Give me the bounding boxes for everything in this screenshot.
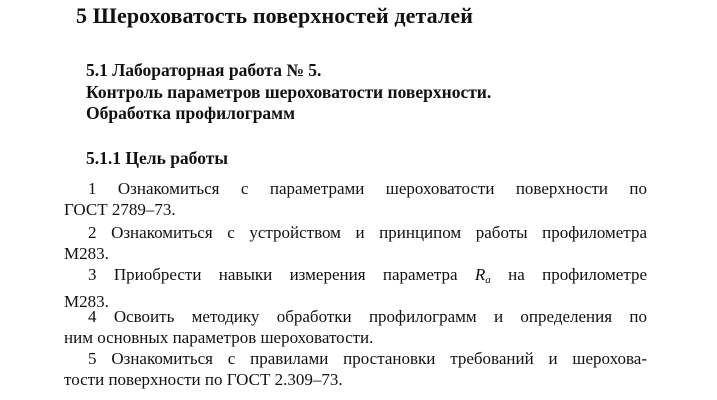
goal-item-5 <box>64 348 647 390</box>
section-title: 5 Шероховатость поверхностей деталей <box>76 3 474 28</box>
subsubsection-title: 5.1.1 Цель работы <box>86 148 228 168</box>
goal-item-1 <box>64 178 647 220</box>
goal-item-4-first-line: 4 Освоить методику обработки профилограмм и определения по <box>88 307 647 326</box>
goal-item-2 <box>64 222 647 264</box>
roughness-symbol-subscript: a <box>485 274 491 286</box>
subsection-title-line-3: Обработка профилограмм <box>86 103 296 123</box>
goal-item-3-first-line <box>64 264 647 291</box>
goal-item-1-first-line: 1 Ознакомиться с параметрами шероховатости поверхности по <box>88 179 647 198</box>
goal-item-2-continuation: М283. <box>64 244 109 263</box>
goal-item-5-continuation: тости поверхности по ГОСТ 2.309–73. <box>64 370 343 389</box>
goal-item-4 <box>64 306 647 348</box>
subsection-title-line-2: Контроль параметров шероховатости поверхности. <box>86 82 492 102</box>
roughness-symbol-letter: R <box>474 265 486 284</box>
goal-item-4-continuation: ним основных параметров шероховатости. <box>64 328 374 347</box>
goal-item-5-first-line: 5 Ознакомиться с правилами простановки требований и шерохова- <box>88 349 647 368</box>
subsection-title-line-1: 5.1 Лабораторная работа № 5. <box>86 60 322 80</box>
roughness-symbol-ra <box>475 265 491 284</box>
goal-item-3 <box>64 264 647 312</box>
goal-item-3-text-a: 3 Приобрести навыки измерения параметра <box>88 265 475 284</box>
goal-item-3-continuation: М283. <box>64 292 109 311</box>
goal-item-2-first-line: 2 Ознакомиться с устройством и принципом работы профилометра <box>88 223 647 242</box>
goal-item-3-text-b: на профилометре <box>490 265 648 284</box>
goal-item-1-continuation: ГОСТ 2789–73. <box>64 200 176 219</box>
